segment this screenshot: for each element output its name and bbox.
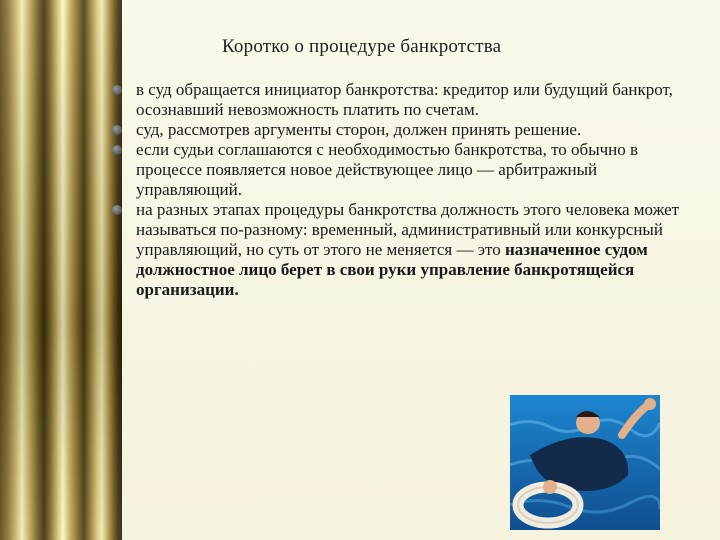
bullet-bold-text: назначенное судом должностное лицо берет в свои руки управление банкротящейся организации. xyxy=(136,240,648,299)
bullet-text: суд, рассмотрев аргументы сторон, должен принять решение. xyxy=(136,120,582,139)
drowning-man-lifebuoy-photo xyxy=(510,395,660,530)
bullet-dot-icon xyxy=(112,145,122,155)
bullet-dot-icon xyxy=(112,125,122,135)
bullet-item xyxy=(108,120,698,140)
bullet-text: если судьи соглашаются с необходимостью банкротства, то обычно в процессе появляется новое действующее лицо — арбитражный управляющий. xyxy=(136,140,639,199)
bullet-dot-icon xyxy=(112,205,122,215)
bullet-dot-icon xyxy=(112,85,122,95)
bullet-item xyxy=(108,140,698,200)
decorative-gold-border xyxy=(0,0,122,540)
bullet-item xyxy=(108,80,698,120)
bullet-item xyxy=(108,200,698,300)
slide-title: Коротко о процедуре банкротства xyxy=(222,36,502,57)
photo-illustration xyxy=(510,395,660,530)
bullet-list xyxy=(108,80,698,300)
bullet-text: на разных этапах процедуры банкротства должность этого человека может называться по-разному: временный, административный или конкурсный управляющий, но суть от этого не меняется — это xyxy=(136,200,680,259)
bullet-text: в суд обращается инициатор банкротства: кредитор или будущий банкрот, осознавший невозможность платить по счетам. xyxy=(136,80,673,119)
